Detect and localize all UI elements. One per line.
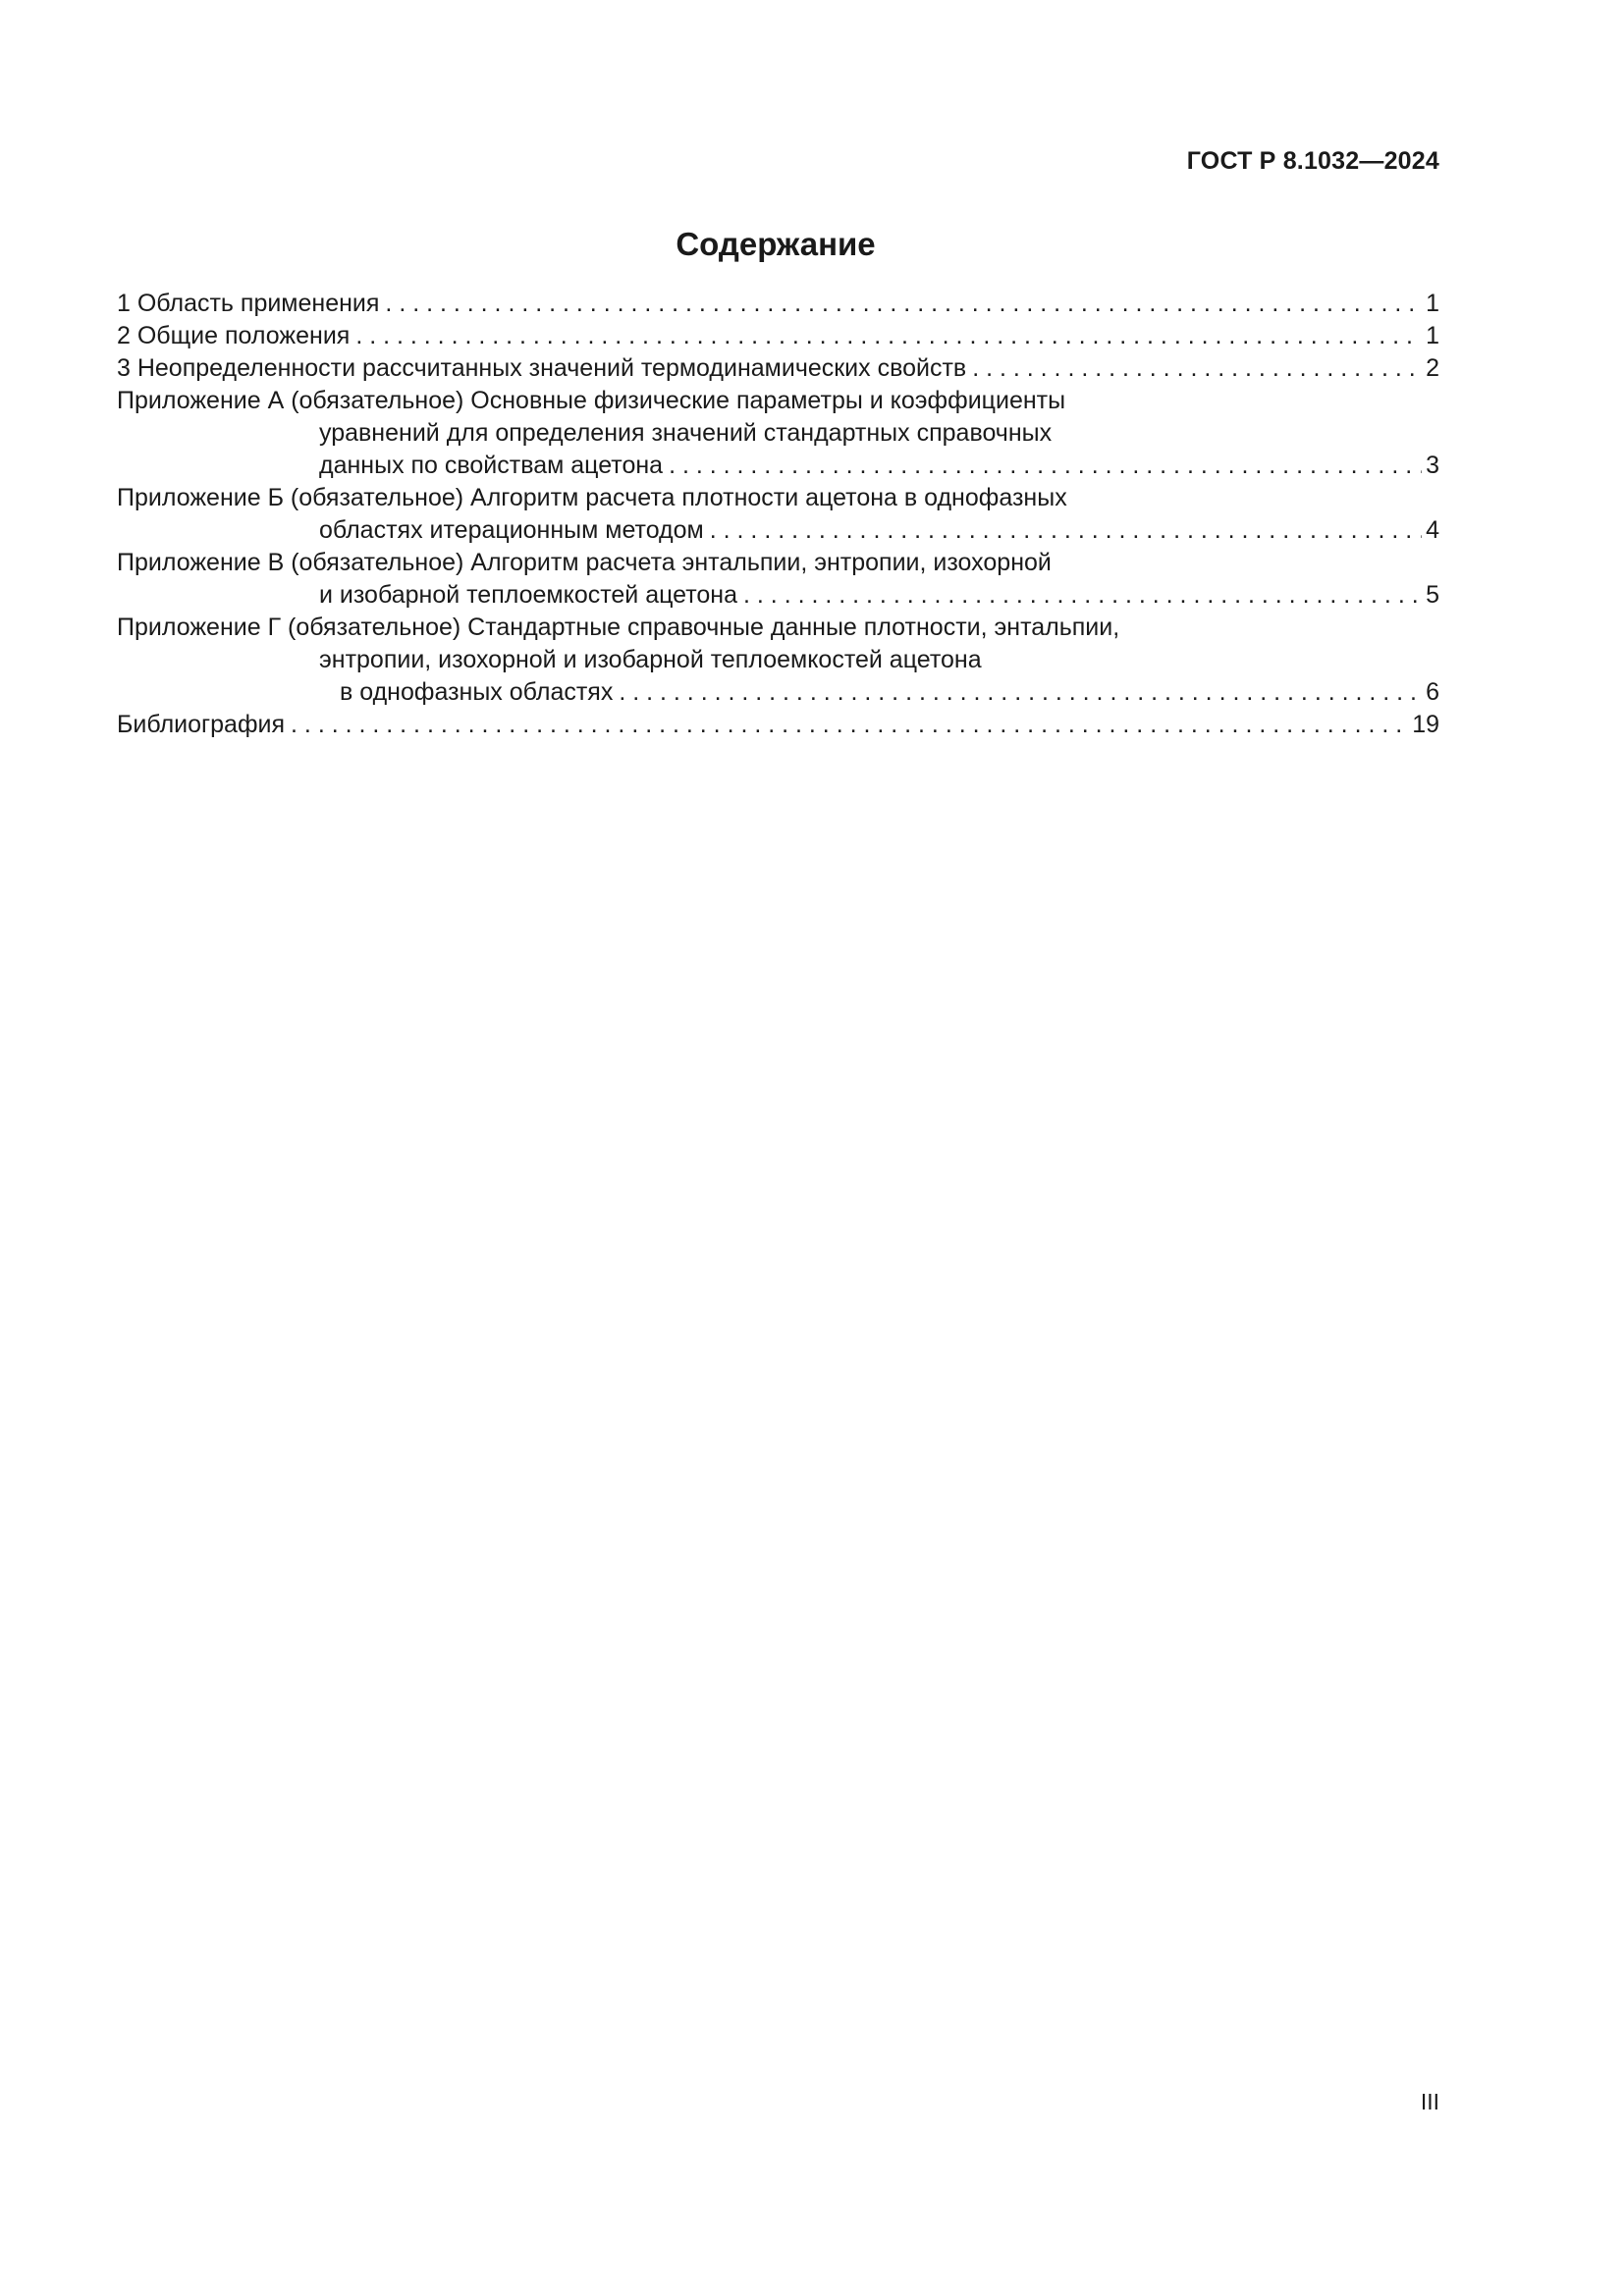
toc-page-number: 19 <box>1412 711 1439 738</box>
toc-leader-dots <box>619 676 1422 709</box>
toc-page-number: 3 <box>1426 452 1439 479</box>
toc-page-number: 6 <box>1426 678 1439 706</box>
document-code: ГОСТ Р 8.1032—2024 <box>1186 147 1439 175</box>
toc-entry-text: Приложение Б (обязательное) Алгоритм расчета плотности ацетона в однофазных <box>117 484 1067 511</box>
toc-leader-dots <box>669 450 1422 482</box>
table-of-contents <box>117 288 1439 741</box>
toc-entry-line <box>117 514 1439 547</box>
toc-entry-scope[interactable] <box>117 288 1439 320</box>
toc-entry-general[interactable] <box>117 320 1439 352</box>
toc-leader-dots <box>355 320 1422 352</box>
toc-entry-text: и изобарной теплоемкостей ацетона <box>319 581 738 609</box>
toc-page-number: 2 <box>1426 354 1439 382</box>
toc-entry-line <box>117 450 1439 482</box>
toc-entry-line <box>117 385 1439 417</box>
toc-entry-line <box>117 547 1439 579</box>
toc-entry-appendix-b[interactable] <box>117 482 1439 547</box>
toc-leader-dots <box>385 288 1422 320</box>
toc-entry-line <box>117 612 1439 644</box>
toc-entry-text: энтропии, изохорной и изобарной теплоемкостей ацетона <box>319 646 982 673</box>
toc-entry-line <box>117 644 1439 676</box>
toc-entry-line <box>117 482 1439 514</box>
toc-entry-line <box>117 417 1439 450</box>
toc-entry-text: 1 Область применения <box>117 290 380 317</box>
toc-entry-appendix-v[interactable] <box>117 547 1439 612</box>
page-number: III <box>1420 2089 1439 2114</box>
toc-leader-dots <box>743 579 1422 612</box>
toc-title: Содержание <box>676 226 876 262</box>
toc-entry-text: уравнений для определения значений стандартных справочных <box>319 419 1053 447</box>
toc-leader-dots <box>710 514 1422 547</box>
toc-entry-bibliography[interactable] <box>117 709 1439 741</box>
toc-entry-text: Приложение В (обязательное) Алгоритм расчета энтальпии, энтропии, изохорной <box>117 549 1052 576</box>
toc-leader-dots <box>291 709 1408 741</box>
toc-entry-text: Библиография <box>117 711 286 738</box>
toc-entry-uncertainties[interactable] <box>117 352 1439 385</box>
toc-entry-text: данных по свойствам ацетона <box>319 452 664 479</box>
toc-leader-dots <box>972 352 1422 385</box>
toc-entry-appendix-a[interactable] <box>117 385 1439 482</box>
toc-page-number: 4 <box>1426 516 1439 544</box>
toc-entry-text: Приложение Г (обязательное) Стандартные справочные данные плотности, энтальпии, <box>117 614 1120 641</box>
toc-page-number: 5 <box>1426 581 1439 609</box>
toc-entry-line <box>117 579 1439 612</box>
toc-entry-text: областях итерационным методом <box>319 516 704 544</box>
toc-page-number: 1 <box>1426 322 1439 349</box>
toc-entry-text: Приложение А (обязательное) Основные физические параметры и коэффициенты <box>117 387 1066 414</box>
toc-entry-line <box>117 676 1439 709</box>
toc-entry-text: 3 Неопределенности рассчитанных значений термодинамических свойств <box>117 354 967 382</box>
toc-page-number: 1 <box>1426 290 1439 317</box>
toc-entry-text: 2 Общие положения <box>117 322 351 349</box>
toc-entry-text: в однофазных областях <box>340 678 614 706</box>
toc-entry-appendix-g[interactable] <box>117 612 1439 709</box>
